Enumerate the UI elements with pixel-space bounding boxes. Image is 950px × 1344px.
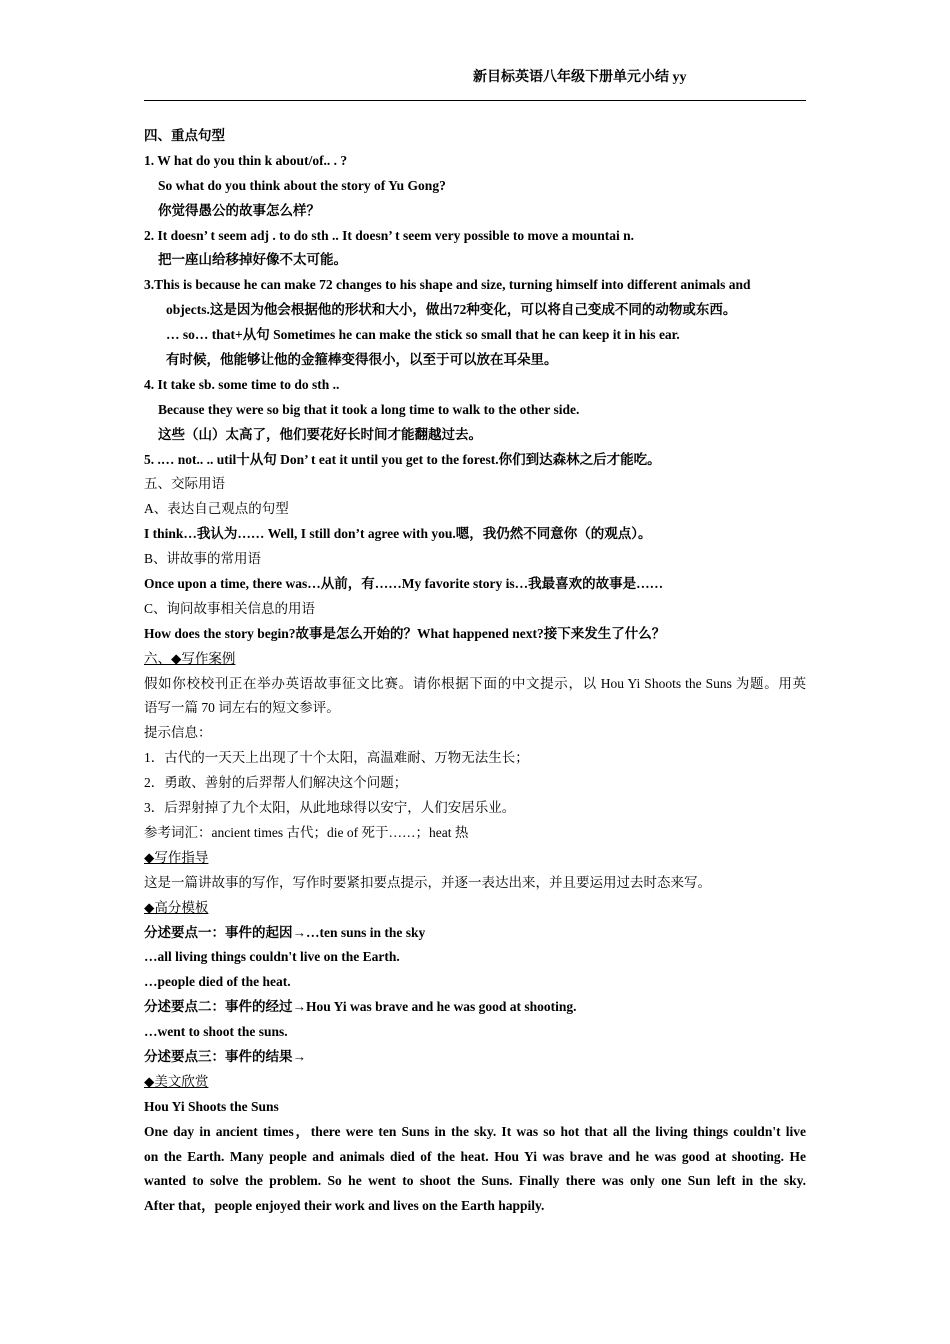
template-heading xyxy=(144,896,806,921)
essay-title: Hou Yi Shoots the Suns xyxy=(144,1098,279,1114)
section5-a-line: I think…我认为…… Well, I still don’t agree with you.嗯，我仍然不同意你（的观点）。 xyxy=(144,526,652,542)
writing-prompt-line-1-text: 假如你校校刊正在举办英语故事征文比赛。请你根据下面的中文提示，以 Hou Yi Shoots the Suns 为题。用英 xyxy=(144,675,806,691)
page-header-title: 新目标英语八年级下册单元小结 yy xyxy=(473,70,687,85)
pattern-4-translation: 这些（山）太高了，他们要花好长时间才能翻越过去。 xyxy=(158,426,482,442)
essay-line-text: on the Earth. Many people and animals died of the heat. Hou Yi was brave and he was good at shooting. He xyxy=(144,1148,806,1164)
guide-heading xyxy=(144,846,806,871)
vocab-line: 参考词汇：ancient times 古代；die of 死于……；heat 热 xyxy=(144,824,469,840)
section5-b-line: Once upon a time, there was…从前，有……My favorite story is…我最喜欢的故事是…… xyxy=(144,576,664,592)
pattern-1-translation: 你觉得愚公的故事怎么样？ xyxy=(158,202,320,218)
template-line: …all living things couldn't live on the Earth. xyxy=(144,949,400,965)
section4-heading: 四、重点句型 xyxy=(144,128,225,143)
essay-line-last: After that，people enjoyed their work and lives on the Earth happily. xyxy=(144,1198,545,1214)
essay-heading-text: ◆美文欣赏 xyxy=(144,1073,209,1089)
pattern-5-title: 5. .… not.. .. util十从句 Don’ t eat it until you get to the forest.你们到达森林之后才能吃。 xyxy=(144,451,661,467)
section5-heading: 五、交际用语 xyxy=(144,476,225,492)
section6-heading xyxy=(144,647,806,672)
hint-item: 1．古代的一天天上出现了十个太阳，高温难耐、万物无法生长； xyxy=(144,750,529,766)
pattern-2-translation: 把一座山给移掉好像不太可能。 xyxy=(158,252,347,268)
essay-line-text: One day in ancient times，there were ten Suns in the sky. It was so hot that all the living things couldn't live xyxy=(144,1123,806,1139)
pattern-2-title: 2. It doesn’ t seem adj . to do sth .. It doesn’ t seem very possible to move a mountai n. xyxy=(144,227,634,243)
pattern-3-continued: objects.这是因为他会根据他的形状和大小，做出72种变化，可以将自己变成不同的动物或东西。 xyxy=(166,302,737,318)
template-line: 分述要点三：事件的结果→ xyxy=(144,1048,306,1064)
section5-a-heading: A、表达自己观点的句型 xyxy=(144,501,289,517)
guide-text: 这是一篇讲故事的写作，写作时要紧扣要点提示，并逐一表达出来，并且要运用过去时态来写。 xyxy=(144,874,711,890)
essay-line xyxy=(144,1120,806,1145)
template-line: 分述要点一：事件的起因→…ten suns in the sky xyxy=(144,924,426,940)
hint-item: 3．后羿射掉了九个太阳，从此地球得以安宁，人们安居乐业。 xyxy=(144,800,516,816)
writing-prompt-line-1 xyxy=(144,672,806,697)
template-line: …went to shoot the suns. xyxy=(144,1024,288,1040)
writing-prompt-line-2: 语写一篇 70 词左右的短文参评。 xyxy=(144,700,340,716)
essay-line xyxy=(144,1169,806,1194)
document-body xyxy=(144,124,806,1219)
pattern-3-title: 3.This is because he can make 72 changes to his shape and size, turning himself into different animals and xyxy=(144,277,751,293)
section5-c-heading: C、询问故事相关信息的用语 xyxy=(144,600,316,616)
pattern-1-title: 1. W hat do you thin k about/of.. . ? xyxy=(144,152,348,168)
section6-heading-text: 六、◆写作案例 xyxy=(144,650,236,666)
template-heading-text: ◆高分模板 xyxy=(144,899,209,915)
essay-line-text: wanted to solve the problem. So he went to shoot the Suns. Finally there was only one Sun left in the sky. xyxy=(144,1173,806,1189)
template-line: …people died of the heat. xyxy=(144,974,291,990)
pattern-3-translation: 有时候，他能够让他的金箍棒变得很小，以至于可以放在耳朵里。 xyxy=(166,352,558,368)
pattern-4-title: 4. It take sb. some time to do sth .. xyxy=(144,376,340,392)
essay-heading xyxy=(144,1070,806,1095)
hints-heading: 提示信息： xyxy=(144,725,212,741)
section5-b-heading: B、讲故事的常用语 xyxy=(144,551,262,567)
section5-c-line: How does the story begin?故事是怎么开始的？What happened next?接下来发生了什么？ xyxy=(144,625,666,641)
pattern-4-example: Because they were so big that it took a long time to walk to the other side. xyxy=(158,401,580,417)
essay-line xyxy=(144,1145,806,1170)
guide-heading-text: ◆写作指导 xyxy=(144,849,209,865)
pattern-3-so-that: … so… that+从句 Sometimes he can make the stick so small that he can keep it in his ear. xyxy=(166,327,680,343)
pattern-1-example: So what do you think about the story of Yu Gong? xyxy=(158,177,446,193)
header-rule xyxy=(144,100,806,101)
template-line: 分述要点二：事件的经过→Hou Yi was brave and he was good at shooting. xyxy=(144,999,577,1015)
hint-item: 2．勇敢、善射的后羿帮人们解决这个问题； xyxy=(144,775,408,791)
